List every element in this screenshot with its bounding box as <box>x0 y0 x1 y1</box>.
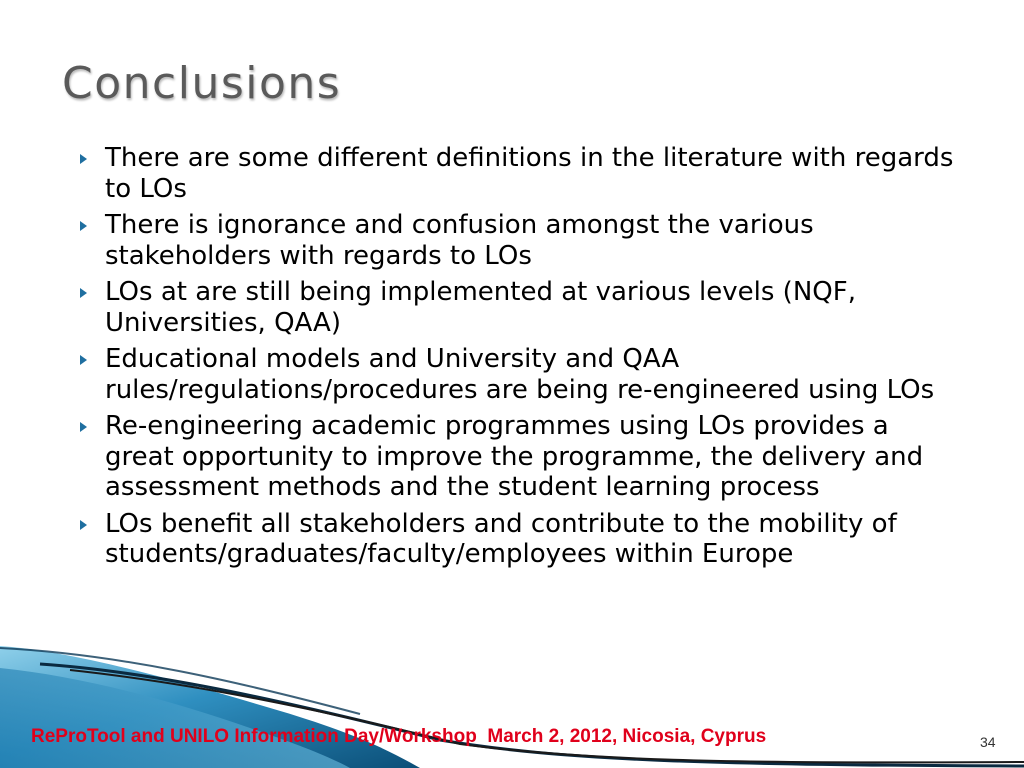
bullet-text: LOs benefit all stakeholders and contribute to the mobility of students/graduates/faculty/employees within Europe <box>105 508 897 569</box>
triangle-bullet-icon <box>80 221 87 231</box>
list-item <box>78 210 958 271</box>
slide-title: Conclusions <box>62 58 342 109</box>
bullet-text: Re-engineering academic programmes using LOs provides a great opportunity to improve the programme, the delivery and assessment methods and the student learning process <box>105 411 924 502</box>
page-number: 34 <box>980 734 996 750</box>
bullet-text: There is ignorance and confusion amongst the various stakeholders with regards to LOs <box>105 210 814 271</box>
bullet-text: LOs at are still being implemented at various levels (NQF, Universities, QAA) <box>105 277 856 338</box>
list-item <box>78 344 958 405</box>
triangle-bullet-icon <box>80 288 87 298</box>
bullet-text: Educational models and University and QAA rules/regulations/procedures are being re-engineered using LOs <box>105 344 935 405</box>
list-item <box>78 277 958 338</box>
bullet-text: There are some different definitions in the literature with regards to LOs <box>105 143 954 204</box>
triangle-bullet-icon <box>80 422 87 432</box>
triangle-bullet-icon <box>80 520 87 530</box>
list-item <box>78 411 958 503</box>
triangle-bullet-icon <box>80 154 87 164</box>
list-item <box>78 509 958 570</box>
bullet-list <box>78 143 958 576</box>
triangle-bullet-icon <box>80 355 87 365</box>
list-item <box>78 143 958 204</box>
footer-caption: ReProTool and UNILO Information Day/Workshop March 2, 2012, Nicosia, Cyprus <box>31 726 767 747</box>
